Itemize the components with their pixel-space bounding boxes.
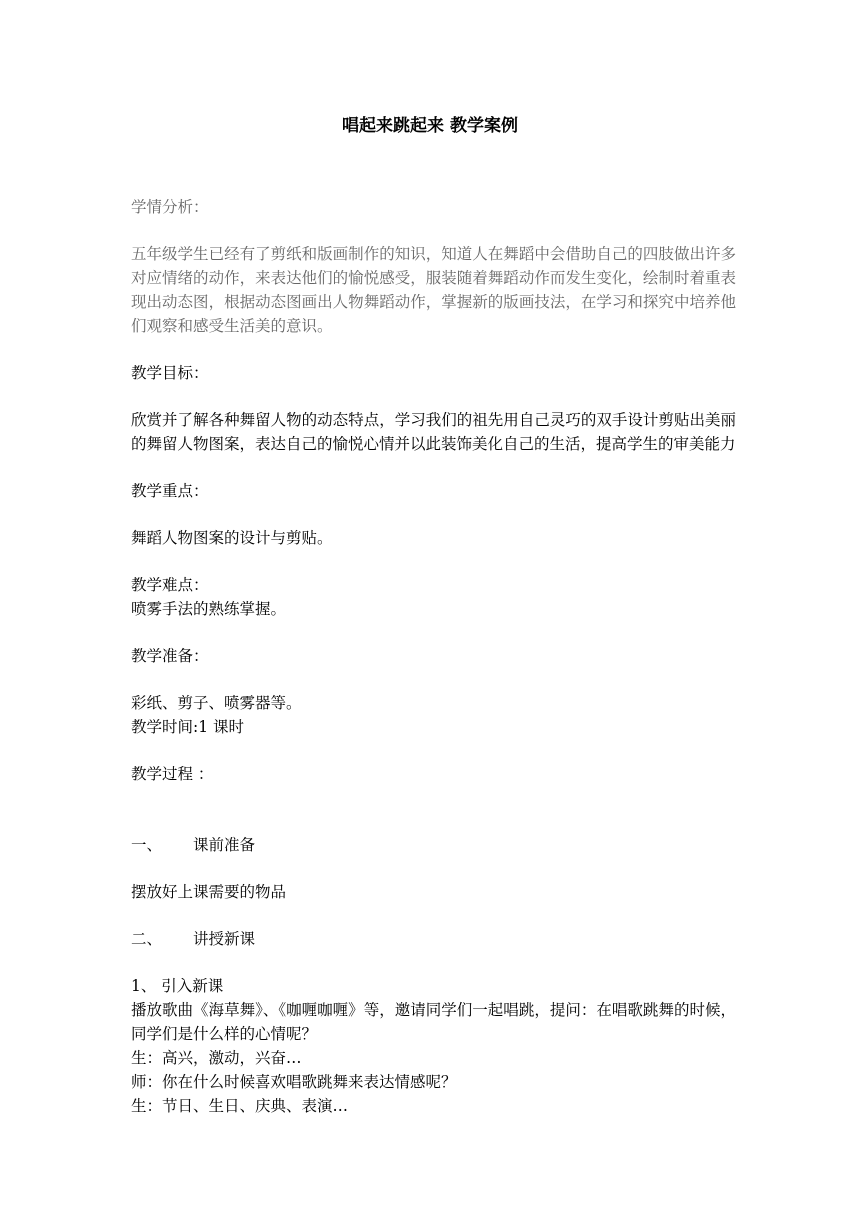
subsection-title: 1、 引入新课 xyxy=(131,977,224,995)
subsection-paragraph: 播放歌曲《海草舞》、《咖喱咖喱》等，邀请同学们一起唱跳，提问：在唱歌跳舞的时候，同学们是什么样的心情呢？ xyxy=(131,1001,736,1043)
difficulty-label: 教学难点： xyxy=(131,576,209,594)
dialog-line: 师：你在什么时候喜欢唱歌跳舞来表达情感呢？ xyxy=(131,1073,457,1091)
section-number: 二、 xyxy=(131,930,163,948)
goal-label: 教学目标： xyxy=(131,364,209,382)
section-heading-2 xyxy=(131,927,736,951)
key-label: 教学重点： xyxy=(131,482,209,500)
section-title: 讲授新课 xyxy=(193,930,256,948)
document-title: 唱起来跳起来 教学案例 xyxy=(342,116,518,136)
section-heading-1 xyxy=(131,833,736,857)
prep-paragraph: 彩纸、剪子、喷雾器等。 xyxy=(131,694,302,712)
time-paragraph: 教学时间:1 课时 xyxy=(131,718,245,736)
prep-label: 教学准备： xyxy=(131,647,209,665)
dialog-line: 生：高兴，激动，兴奋… xyxy=(131,1049,302,1067)
difficulty-paragraph: 喷雾手法的熟练掌握。 xyxy=(131,600,287,618)
key-paragraph: 舞蹈人物图案的设计与剪贴。 xyxy=(131,529,333,547)
dialog-line: 生：节日、生日、庆典、表演… xyxy=(131,1097,349,1115)
document-body xyxy=(131,195,736,1118)
goal-paragraph: 欣赏并了解各种舞留人物的动态特点，学习我们的祖先用自己灵巧的双手设计剪贴出美丽的舞留人物图案，表达自己的愉悦心情并以此装饰美化自己的生活，提高学生的审美能力 xyxy=(131,411,736,453)
section1-paragraph: 摆放好上课需要的物品 xyxy=(131,883,287,901)
section-number: 一、 xyxy=(131,836,163,854)
process-label: 教学过程 ： xyxy=(131,765,214,783)
analysis-label: 学情分析： xyxy=(131,198,209,216)
section-title: 课前准备 xyxy=(193,836,256,854)
analysis-paragraph: 五年级学生已经有了剪纸和版画制作的知识，知道人在舞蹈中会借助自己的四肢做出许多对应情绪的动作，来表达他们的愉悦感受，服装随着舞蹈动作而发生变化，绘制时着重表现出动态图，根据动态图画出人物舞蹈动作，掌握新的版画技法，在学习和探究中培养他们观察和感受生活美的意识。 xyxy=(131,245,736,335)
